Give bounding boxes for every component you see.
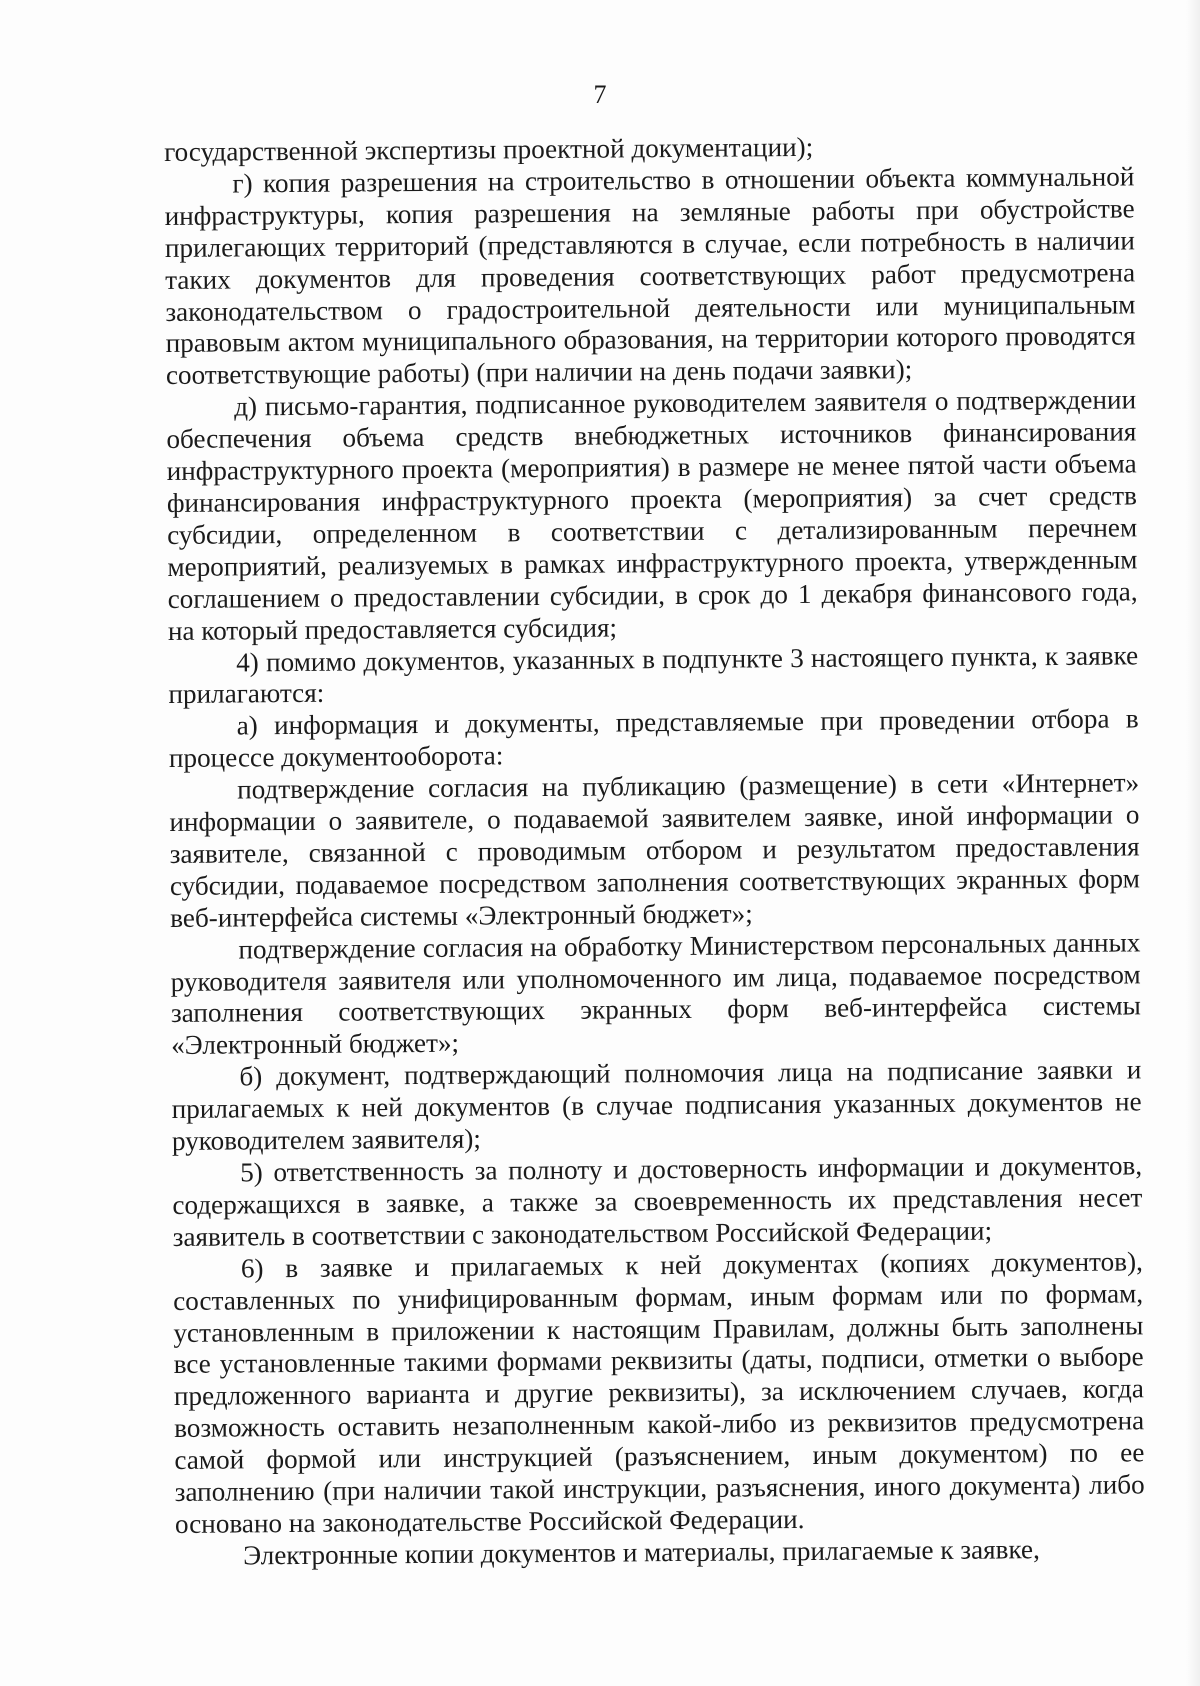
paragraph-item-5: 5) ответственность за полноту и достоверность информации и документов, содержащихся в заявке, а также за своевременность их представления несет заявитель в соответствии с законодательством Российской Федерации;	[172, 1150, 1143, 1252]
paragraph-continuation: государственной экспертизы проектной документации);	[164, 131, 814, 167]
paragraph-item-g: г) копия разрешения на строительство в отношении объекта коммунальной инфраструктуры, копия разрешения на земляные работы при обустройстве прилегающих территорий (представляются в случае, если потребность в наличии таких документов для проведения соответствующих работ предусмотрена законодательством о градостроительной деятельности или муниципальным правовым актом муниципального образования, на территории которого проводятся соответствующие работы) (при наличии на день подачи заявки);	[164, 161, 1136, 391]
paragraph-electronic-copies: Электронные копии документов и материалы, прилагаемые к заявке,	[243, 1534, 1040, 1571]
paragraph-item-d: д) письмо-гарантия, подписанное руководителем заявителя о подтверждении обеспечения объема средств внебюджетных источников финансирования инфраструктурного проекта (мероприятия) в размере не менее пятой части объема финансирования инфраструктурного проекта (мероприятия) за счет средств субсидии, определенном в соответствии с детализированным перечнем мероприятий, реализуемых в рамках инфраструктурного проекта, утвержденным соглашением о предоставлении субсидии, в срок до 1 декабря финансового года, на который предоставляется субсидия;	[166, 384, 1138, 646]
document-text	[164, 129, 1145, 1572]
page-number: 7	[593, 80, 607, 109]
paragraph-consent-personal-data: подтверждение согласия на обработку Министерством персональных данных руководителя заявителя или уполномоченного им лица, подаваемое посредством заполнения соответствующих экранных форм веб-интерфейса системы «Электронный бюджет»;	[170, 927, 1141, 1061]
scan-edge-shadow	[1186, 0, 1200, 1686]
paragraph-item-4: 4) помимо документов, указанных в подпункте 3 настоящего пункта, к заявке прилагаются:	[168, 639, 1139, 710]
paragraph-consent-publication: подтверждение согласия на публикацию (размещение) в сети «Интернет» информации о заявителе, о подаваемой заявителем заявке, иной информации о заявителе, связанной с проводимым отбором и результатом предоставления субсидии, подаваемое посредством заполнения соответствующих экранных форм веб-интерфейса системы «Электронный бюджет»;	[169, 767, 1140, 933]
paragraph-item-6: 6) в заявке и прилагаемых к ней документах (копиях документов), составленных по унифицированным формам, иным формам или по формам, установленным в приложении к настоящим Правилам, должны быть заполнены все установленные такими формами реквизиты (даты, подписи, отметки о выборе предложенного варианта и другие реквизиты), за исключением случаев, когда возможность оставить незаполненным какой-либо из реквизитов предусмотрена самой формой или инструкцией (разъяснением, иным документом) по ее заполнению (при наличии такой инструкции, разъяснения, иного документа) либо основано на законодательстве Российской Федерации.	[173, 1246, 1145, 1539]
paragraph-item-b: б) документ, подтверждающий полномочия лица на подписание заявки и прилагаемых к ней документов (в случае подписания указанных документов не руководителем заявителя);	[171, 1054, 1142, 1157]
paragraph-item-a: а) информация и документы, представляемые при проведении отбора в процессе документооборота:	[168, 703, 1139, 774]
